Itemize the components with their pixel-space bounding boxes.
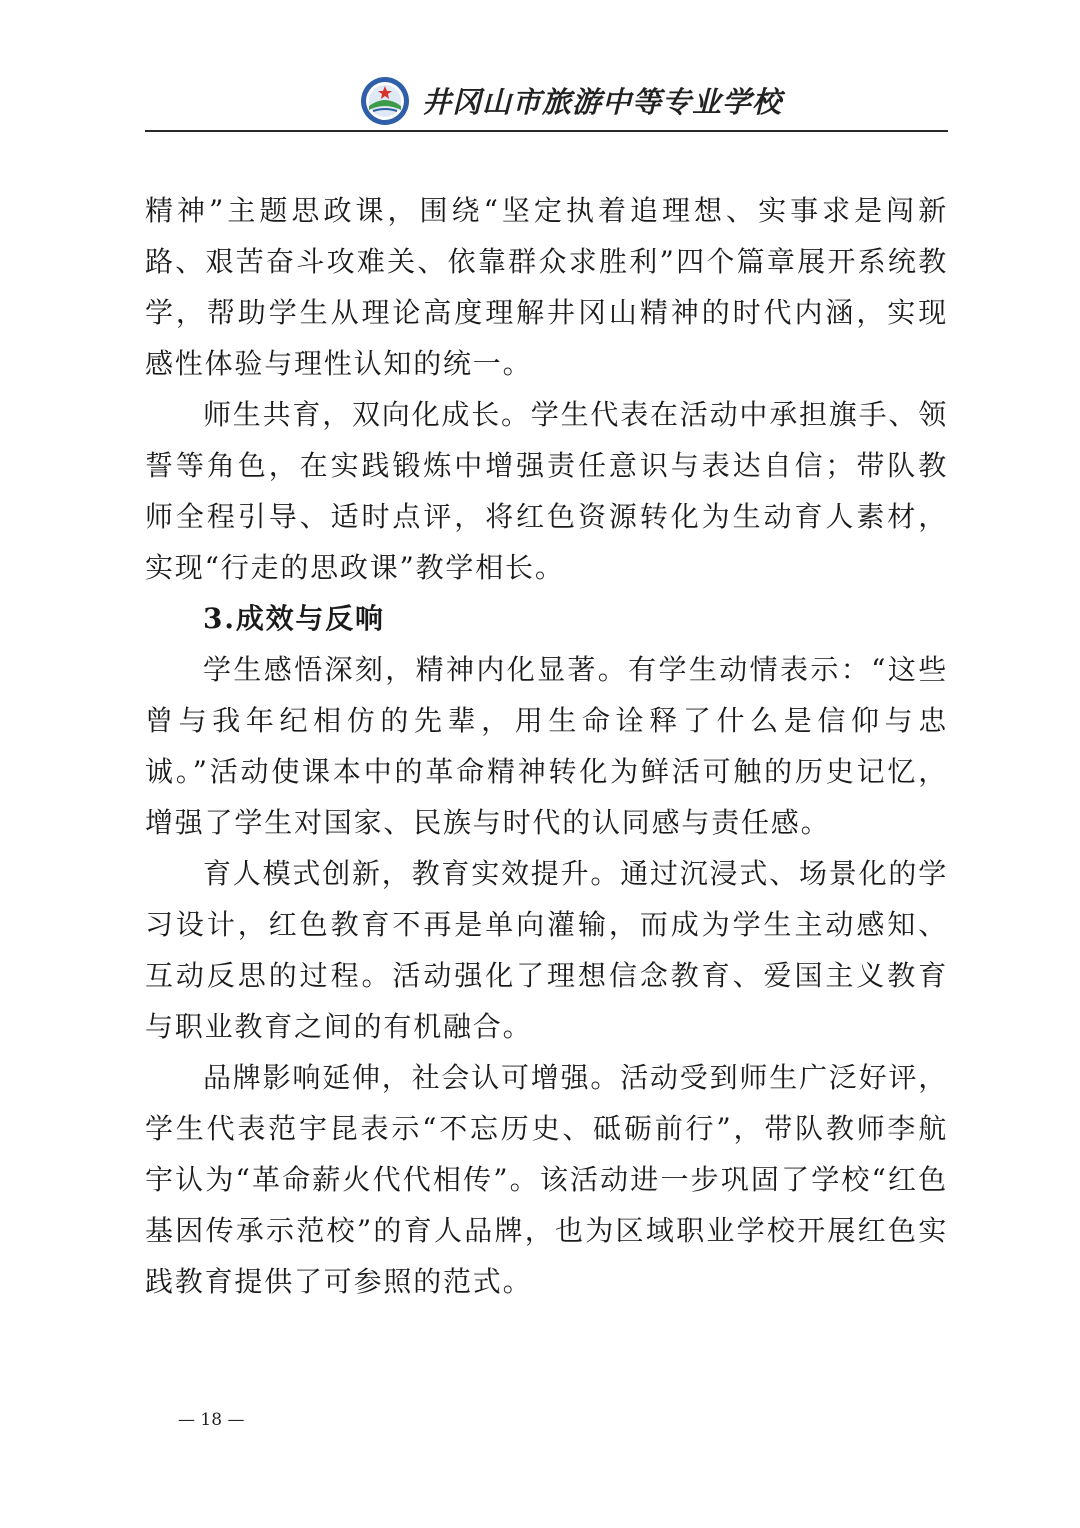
page-number: — 18 — xyxy=(178,1410,245,1430)
paragraph-continued: 精神”主题思政课，围绕“坚定执着追理想、实事求是闯新路、艰苦奋斗攻难关、依靠群众求胜利”四个篇章展开系统教学，帮助学生从理论高度理解井冈山精神的时代内涵，实现感性体验与理性认知的统一。 xyxy=(145,194,948,380)
school-emblem-icon xyxy=(360,76,410,126)
paragraph-model-innovation: 育人模式创新，教育实效提升。通过沉浸式、场景化的学习设计，红色教育不再是单向灌输，而成为学生主动感知、互动反思的过程。活动强化了理想信念教育、爱国主义教育与职业教育之间的有机融合。 xyxy=(145,857,949,1043)
page-header xyxy=(145,68,948,132)
paragraph-brand-influence: 品牌影响延伸，社会认可增强。活动受到师生广泛好评，学生代表范宇昆表示“不忘历史、砥砺前行”，带队教师李航宇认为“革命薪火代代相传”。该活动进一步巩固了学校“红色基因传承示范校”的育人品牌，也为区域职业学校开展红色实践教育提供了可参照的范式。 xyxy=(145,1061,949,1298)
paragraph-teacher-student: 师生共育，双向化成长。学生代表在活动中承担旗手、领誓等角色，在实践锻炼中增强责任意识与表达自信；带队教师全程引导、适时点评，将红色资源转化为生动育人素材，实现“行走的思政课”教学相长。 xyxy=(145,398,949,584)
section-heading: 3.成效与反响 xyxy=(203,602,385,635)
paragraph-student-reflection: 学生感悟深刻，精神内化显著。有学生动情表示：“这些曾与我年纪相仿的先辈，用生命诠释了什么是信仰与忠诚。”活动使课本中的革命精神转化为鲜活可触的历史记忆，增强了学生对国家、民族与时代的认同感与责任感。 xyxy=(145,653,948,839)
school-name: 井冈山市旅游中等专业学校 xyxy=(422,85,783,119)
document-body xyxy=(145,185,948,1307)
